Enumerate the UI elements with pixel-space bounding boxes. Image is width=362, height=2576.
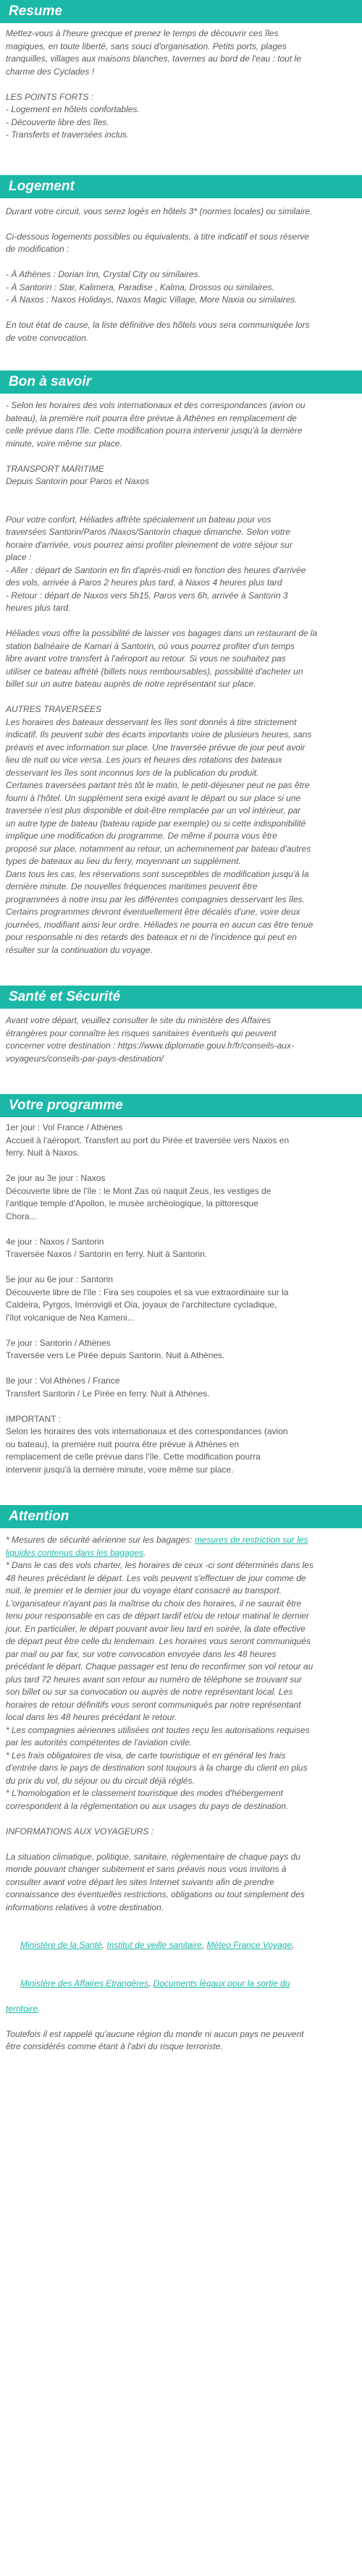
text-line: - Transferts et traversées inclus. — [6, 130, 130, 140]
section-body-programme — [0, 1117, 362, 1505]
section-header-logement — [0, 175, 362, 198]
text-line: IMPORTANT : — [6, 1413, 62, 1424]
text-line: plus tard 72 heures avant son retour au numéro de téléphone se trouvant sur — [6, 1674, 302, 1685]
liquids-restriction-link[interactable]: mesures de restriction sur les — [194, 1535, 308, 1545]
text-line: Découverte libre de l'île : Fira ses coupoles et sa vue extraordinaire sur la — [6, 1287, 289, 1297]
text-line: Certains programmes devront éventuellement être décalés d'une, voire deux — [6, 907, 300, 917]
text-line: - Aller : départ de Santorin en fin d'après-midi en fonction des heures d'arrivée — [6, 564, 306, 575]
text-line: tranquilles, villages aux maisons blanches, tavernes au bord de l'eau : tout le — [6, 54, 301, 64]
text-line: Accueil à l'aéroport. Transfert au port du Pirée et traversée vers Naxos en — [6, 1135, 290, 1145]
text-line: l'îlot volcanique de Nea Kameni... — [6, 1312, 135, 1323]
text-line — [6, 78, 356, 91]
text-line — [6, 1914, 356, 1927]
text-line: - Découverte libre des îles. — [6, 116, 109, 127]
text-line: Découverte libre de l'île : le Mont Zas où naquit Zeus, les vestiges de — [6, 1185, 272, 1196]
text-line: * L'homologation et le classement touristique des modes d'hébergement — [6, 1788, 283, 1798]
text-line: Selon les horaires des vols internationaux et des correspondances (avion — [6, 1426, 288, 1436]
text-line: l'antique temple d'Apollon, le musée archéologique, la pittoresque — [6, 1198, 258, 1208]
section-body-resume — [0, 23, 362, 175]
liquids-restriction-link-2[interactable]: liquides contenus dans les bagages — [6, 1547, 144, 1558]
text-line: préavis et avec information sur place. Une traversée prévue de jour peut avoir — [6, 742, 306, 753]
section-body-logement — [0, 198, 362, 371]
text-line — [6, 488, 356, 501]
section-header-attention — [0, 1505, 362, 1528]
attention-first-line-2: liquides contenus dans les bagages. — [6, 1547, 146, 1558]
text-line: de départ peut être celle du lendemain. Les horaires vous seront communiqués — [6, 1636, 311, 1646]
text-line: TRANSPORT MARITIME — [6, 463, 104, 474]
text-line — [6, 256, 356, 269]
text-line — [6, 307, 356, 320]
section-body-sante — [0, 1009, 362, 1094]
text-line: fourni à l'hôtel. Un supplément sera exigé avant le départ ou sur place si une — [6, 792, 301, 803]
text-line — [6, 1400, 356, 1413]
text-line: ou bateau), la première nuit pourra être prévue à Athènes en — [6, 1439, 240, 1449]
text-line: Ci-dessous logements possibles ou équivalents, à titre indicatif et sous réserve — [6, 231, 309, 242]
section-bon-a-savoir — [0, 370, 362, 986]
text-line: remplacement de celle prévue dans l'île. Cette modification pourra — [6, 1452, 261, 1462]
section-title-resume: Resume — [9, 4, 62, 19]
text-line: desservant les îles sont inconnus lors de la publication du produit. — [6, 767, 259, 778]
text-line: heures plus tard. — [6, 603, 71, 613]
text-line: - Selon les horaires des vols internationaux et des correspondances (avion ou — [6, 400, 306, 410]
text-line: concerner votre destination : https://www.diplomatie.gouv.fr/fr/conseils-aux- — [6, 1041, 294, 1051]
text-line: de votre convocation. — [6, 332, 89, 343]
text-line: par mail ou par fax, sur votre convocation envoyée dans les 48 heures — [6, 1648, 277, 1659]
section-title-programme: Votre programme — [9, 1098, 123, 1113]
text-line — [6, 1261, 356, 1274]
text-line: connaissance des éventuelles restrictions, obligations ou tout simplement des — [6, 1889, 305, 1899]
text-line: - Retour : départ de Naxos vers 5h15, Paros vers 6h, arrivée à Santorin 3 — [6, 590, 288, 601]
text-line: La situation climatique, politique, sanitaire, réglementaire de chaque pays du — [6, 1851, 300, 1862]
section-title-attention: Attention — [9, 1509, 70, 1524]
text-line: Avant votre départ, veuillez consulter le site du ministère des Affaires — [6, 1015, 272, 1025]
text-line — [6, 2015, 356, 2028]
text-line: Mettez-vous à l'heure grecque et prenez le temps de découvrir ces îles — [6, 28, 279, 38]
text-line — [6, 501, 356, 514]
section-programme — [0, 1094, 362, 1505]
text-line: Pour votre confort, Héliades affrète spécialement un bateau pour vos — [6, 514, 272, 525]
text-line: Héliades vous offre la possibilité de laisser vos bagages dans un restaurant de la — [6, 628, 318, 638]
text-line: celle prévue dans l'île. Cette modification pourra intervenir jusqu'à la dernière — [6, 425, 303, 436]
text-line: 5e jour au 6e jour : Santorin — [6, 1274, 114, 1284]
text-line: charme des Cyclades ! — [6, 66, 95, 77]
section-body-bon-a-savoir — [0, 394, 362, 986]
text-line: Transfert Santorin / Le Pirée en ferry. Nuit à Athènes. — [6, 1388, 210, 1399]
text-line: - À Naxos : Naxos Holidays, Naxos Magic Village, More Naxia ou similaires. — [6, 295, 298, 305]
text-line: proposé sur place, notamment au retour, un acheminement par bateau d'autres — [6, 843, 311, 854]
text-line: résulter sur la continuation du voyage. — [6, 944, 153, 955]
section-header-resume — [0, 0, 362, 23]
text-line: horaire d'arrivée, vous pourrez ainsi profiter pleinement de votre séjour sur — [6, 539, 292, 550]
text-line: ferry. Nuit à Naxos. — [6, 1148, 80, 1158]
text-line: indicatif. Ils peuvent subir des écarts importants voire de plusieurs heures, sans — [6, 729, 312, 740]
text-line: informations relatives à votre destination. — [6, 1902, 164, 1912]
text-line: par les autorités compétentes de l'aviation civile. — [6, 1737, 193, 1747]
text-line: - À Athènes : Dorian Inn, Crystal City ou similaires. — [6, 269, 201, 279]
text-line — [6, 1363, 356, 1376]
text-line: de modification : — [6, 244, 70, 254]
text-line — [6, 1838, 356, 1851]
text-line — [6, 1160, 356, 1173]
text-line: 4e jour : Naxos / Santorin — [6, 1236, 104, 1247]
section-resume — [0, 0, 362, 175]
text-line — [6, 615, 356, 628]
text-line: des vols, arrivée à Paros 2 heures plus tard, à Naxos 4 heures plus tard — [6, 577, 282, 588]
section-header-sante — [0, 986, 362, 1009]
text-line: consulter avant votre départ les sites Internet suivants afin de prendre — [6, 1876, 274, 1887]
text-line: - À Santorin : Star, Kalimera, Paradise , Kalma, Drossos ou similaires. — [6, 281, 274, 292]
attention-first-line: * Mesures de sécurité aérienne sur les bagages: mesures de restriction sur les — [6, 1535, 308, 1545]
text-line: local dans les 48 heures précédant le retour. — [6, 1712, 177, 1722]
section-attention — [0, 1505, 362, 2061]
link-meteo-france[interactable]: Méteo France Voyage — [206, 1940, 292, 1950]
text-line: son billet ou sur sa convocation ou auprès de notre représentant local. Les — [6, 1687, 293, 1697]
text-line: dernière minute. De nouvelles fréquences maritimes peuvent être — [6, 881, 258, 891]
text-line: 48 heures précédant le départ. Les vols peuvent s'effectuer de jour comme de — [6, 1572, 306, 1583]
text-line: Durant votre circuit, vous serez logés en hôtels 3* (normes locales) ou similaire. — [6, 206, 313, 216]
text-line — [6, 1324, 356, 1337]
text-line: * Dans le cas des vols charter, les horaires de ceux -ci sont déterminés dans les — [6, 1560, 313, 1570]
text-line: traversées Santorin/Paros /Naxos/Santorin chaque dimanche. Selon votre — [6, 527, 290, 537]
section-title-bon-a-savoir: Bon à savoir — [9, 374, 92, 389]
text-line — [6, 1813, 356, 1826]
section-sante — [0, 986, 362, 1094]
text-line: libre avant votre transfert à l'aéroport au retour. Si vous ne souhaitez pas — [6, 653, 286, 664]
text-line: implique une modification du programme. De même il pourra vous être — [6, 831, 277, 841]
section-logement — [0, 175, 362, 371]
link-documents-legaux[interactable]: Documents légaux pour la sortie du — [153, 1978, 290, 1988]
text-line: utiliser ce bateau affrété (billets nous remboursables), possibilité d'acheter un — [6, 666, 303, 677]
text-line: traversée n'est plus disponible et doit-être remplacée par un vol intérieur, par — [6, 805, 301, 815]
text-line: magiques, en toute liberté, sans souci d'organisation. Petits ports, plages — [6, 41, 287, 51]
text-line: * Les compagnies aériennes utilisées ont toutes reçu les autorisations requises — [6, 1724, 310, 1735]
text-line: être considérés comme étant à l'abri du risque terroriste. — [6, 2041, 223, 2051]
attention-lines — [6, 1559, 356, 1927]
link-territoire[interactable]: territoire — [6, 2003, 38, 2014]
text-line: étrangères pour connaître les risques sanitaires éventuels qui peuvent — [6, 1028, 277, 1038]
text-line: Toutefois il est rappelé qu'aucune région du monde ni aucun pays ne peuvent — [6, 2028, 304, 2039]
text-line: du prix du vol, du séjour ou du circuit déjà réglés. — [6, 1775, 195, 1786]
text-line: un autre type de bateau (bateau rapide par exemple) ou si cette indisponibilité — [6, 818, 306, 829]
text-line: Caldeira, Pyrgos, Imérovigli et Oia, joyaux de l'architecture cycladique, — [6, 1300, 277, 1310]
attention-links-line-1: Ministère de la Santé, Institut de veille sanitaire, Méteo France Voyage, — [20, 1940, 295, 1950]
text-line: Traversée vers Le Pirée depuis Santorin. Nuit à Athènes. — [6, 1350, 225, 1360]
text-line: d'entrée dans le pays de destination sont toujours à la charge du client en plus — [6, 1763, 308, 1773]
section-title-sante: Santé et Sécurité — [9, 989, 121, 1004]
link-ministere-sante[interactable]: Ministère de la Santé — [20, 1940, 102, 1950]
text-line: Certaines traversées partant très tôt le matin, le petit-déjeuner peut ne pas être — [6, 780, 310, 790]
text-line: Traversée Naxos / Santorin en ferry. Nuit à Santorin. — [6, 1249, 208, 1259]
text-line: Les horaires des bateaux desservant les îles sont donnés à titre strictement — [6, 716, 297, 727]
text-line: billet sur un autre bateau auprès de notre représentant sur place. — [6, 679, 256, 689]
text-line: journées, modifiant ainsi leur ordre. Héliades ne pourra en aucun cas être tenue — [6, 919, 313, 930]
text-line: intervenir jusqu'à la dernière minute, voire même sur place. — [6, 1464, 234, 1475]
text-line — [6, 691, 356, 704]
section-body-attention — [0, 1528, 362, 2061]
text-line: précédant le départ. Chaque passager est tenu de reconfirmer son vol retour au — [6, 1661, 313, 1672]
text-line: En tout état de cause, la liste définitive des hôtels vous sera communiquée lors — [6, 320, 310, 330]
text-line: station balnéaire de Kamari à Santorin, où vous pourrez profiter d'un temps — [6, 640, 295, 651]
text-line: correspondent à la réglementation ou aux usages du pays de destination. — [6, 1800, 289, 1811]
text-line: - Logement en hôtels confortables. — [6, 104, 140, 114]
text-line: bateau), la première nuit pourra être prévue à Athènes en remplacement de — [6, 412, 297, 423]
text-line: horaires de retour définitifs vous seront communiqués par notre représentant — [6, 1699, 301, 1710]
text-line: nuit, le premier et le dernier jour du voyage étant consacré au transport. — [6, 1585, 282, 1596]
attention-tail — [6, 2015, 356, 2054]
text-line: programmées à notre insu par les différentes compagnies desservant les îles. — [6, 894, 305, 904]
section-header-bon-a-savoir — [0, 370, 362, 394]
section-title-logement: Logement — [9, 178, 75, 194]
section-header-programme — [0, 1094, 362, 1117]
text-line: tenu pour responsable en cas de départ tardif et/ou de retour matinal le dernier — [6, 1611, 309, 1621]
text-line: Dans tous les cas, les réservations sont susceptibles de modification jusqu'à la — [6, 868, 309, 879]
text-line: types de bateaux au lieu du ferry, moyennant un supplément. — [6, 856, 241, 866]
text-line: L'organisateur n'ayant pas la maîtrise du choix des horaires, il ne saurait être — [6, 1598, 302, 1609]
text-line: monde pouvant changer subitement et sans préavis nous vous invitons à — [6, 1864, 287, 1874]
text-line: * Les frais obligatoires de visa, de carte touristique et en général les frais — [6, 1750, 286, 1761]
text-line: lieu de nuit ou vice versa. Les jours et heures des rotations des bateaux — [6, 755, 282, 765]
text-line: 7e jour : Santorin / Athènes — [6, 1337, 111, 1348]
text-line: voyageurs/conseils-par-pays-destination/ — [6, 1053, 164, 1064]
attention-links-line-2: Ministère des Affaires Etrangères, Documents légaux pour la sortie du — [20, 1978, 290, 1988]
text-line: AUTRES TRAVERSEES — [6, 704, 102, 714]
text-line: place : — [6, 552, 32, 562]
text-line: pour responsable ni des retards des bateaux et ni de l'incidence qui peut en — [6, 932, 297, 942]
text-line — [6, 218, 356, 231]
link-institut-veille[interactable]: Institut de veille sanitaire — [106, 1940, 202, 1950]
text-line: minute, voire même sur place. — [6, 438, 122, 449]
text-line: LES POINTS FORTS : — [6, 91, 94, 102]
text-line: Chora... — [6, 1211, 37, 1221]
text-line: Depuis Santorin pour Paros et Naxos — [6, 476, 150, 486]
link-affaires-etrangeres[interactable]: Ministère des Affaires Etrangères — [20, 1978, 148, 1988]
text-line: 2e jour au 3e jour : Naxos — [6, 1173, 106, 1183]
text-line: jour. En particulier, le départ pouvant avoir lieu tard en soirée, la date effective — [6, 1623, 306, 1634]
text-line — [6, 450, 356, 463]
attention-links-line-3: territoire. — [6, 2003, 41, 2014]
text-line: 1er jour : Vol France / Athènes — [6, 1122, 123, 1132]
text-line — [6, 1223, 356, 1236]
text-line: INFORMATIONS AUX VOYAGEURS : — [6, 1826, 154, 1836]
text-line: 8e jour : Vol Athènes / France — [6, 1376, 120, 1386]
